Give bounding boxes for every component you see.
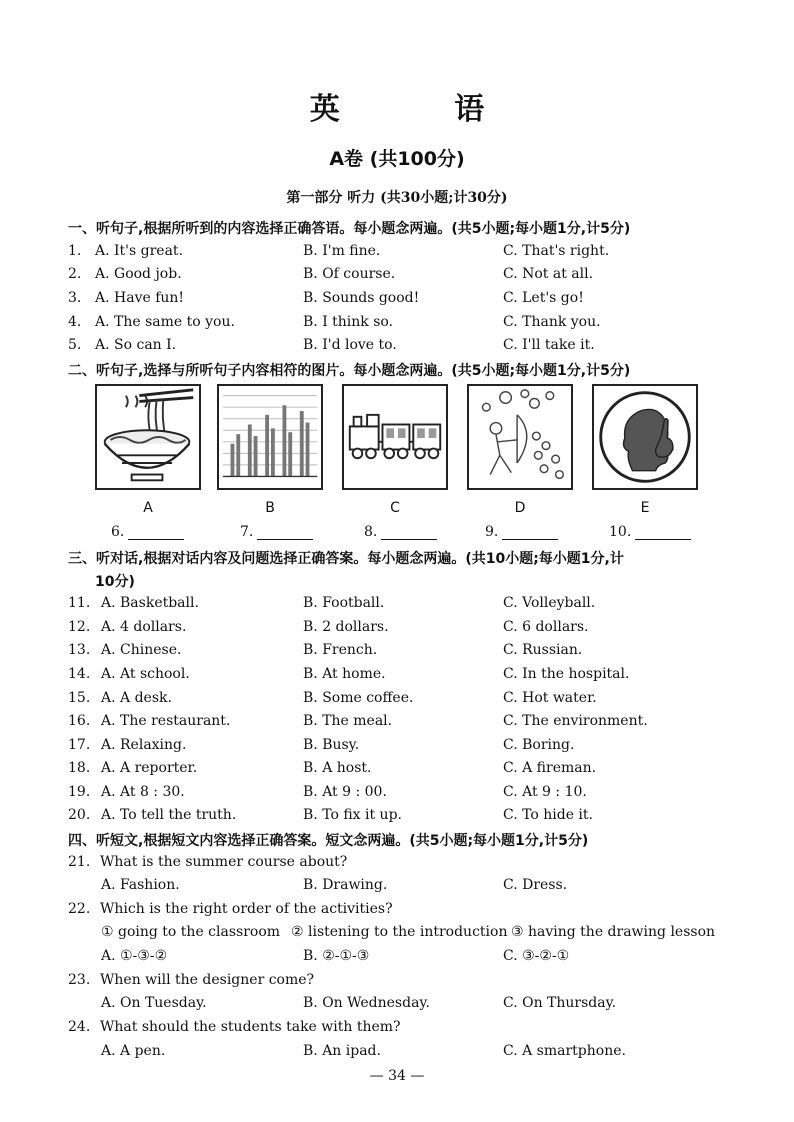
option-a: A. To tell the truth. bbox=[101, 807, 237, 823]
option-b: B. I think so. bbox=[303, 314, 394, 330]
option-a: A. 4 dollars. bbox=[101, 619, 187, 635]
option-a: A. Good job. bbox=[95, 266, 182, 282]
question-row bbox=[0, 642, 794, 664]
section-2-heading: 二、听句子,选择与所听句子内容相符的图片。每小题念两遍。(共5小题;每小题1分,计5分) bbox=[68, 363, 631, 379]
question-row bbox=[0, 807, 794, 829]
picture-label: D bbox=[514, 500, 526, 516]
option-b: B. At 9 : 00. bbox=[303, 784, 387, 800]
question-text: What should the students take with them? bbox=[100, 1019, 401, 1035]
activity-2: ② listening to the introduction bbox=[291, 924, 508, 940]
question-number: 16. bbox=[68, 713, 91, 729]
option-c: C. A smartphone. bbox=[503, 1043, 626, 1059]
option-c: C. That's right. bbox=[503, 243, 610, 259]
option-a: A. The same to you. bbox=[95, 314, 235, 330]
question-row bbox=[0, 737, 794, 759]
option-b: B. French. bbox=[303, 642, 378, 658]
question-stem bbox=[0, 901, 794, 923]
part-heading: 第一部分 听力 (共30小题;计30分) bbox=[286, 190, 508, 206]
option-b: B. An ipad. bbox=[303, 1043, 381, 1059]
question-number: 18. bbox=[68, 760, 91, 776]
question-row bbox=[0, 337, 794, 359]
question-row bbox=[0, 314, 794, 336]
question-row bbox=[0, 666, 794, 688]
question-number: 17. bbox=[68, 737, 91, 753]
option-a: A. Relaxing. bbox=[101, 737, 187, 753]
blank-line[interactable] bbox=[257, 525, 313, 540]
option-c: C. ③-②-① bbox=[503, 948, 570, 964]
option-a: A. Fashion. bbox=[101, 877, 180, 893]
question-row bbox=[0, 713, 794, 735]
option-c: C. On Thursday. bbox=[503, 995, 617, 1011]
answer-blank bbox=[485, 524, 558, 540]
paper-subtitle: A卷 (共100分) bbox=[329, 148, 465, 170]
archer-sketch-icon bbox=[467, 384, 573, 490]
option-a: A. A desk. bbox=[101, 690, 172, 706]
answer-blank bbox=[111, 524, 184, 540]
question-text: What is the summer course about? bbox=[100, 854, 348, 870]
option-c: C. A fireman. bbox=[503, 760, 597, 776]
option-c: C. Hot water. bbox=[503, 690, 597, 706]
question-number: 14. bbox=[68, 666, 91, 682]
question-stem bbox=[0, 854, 794, 876]
activity-list bbox=[0, 924, 794, 946]
option-a: A. Basketball. bbox=[101, 595, 199, 611]
question-number: 3. bbox=[68, 290, 82, 306]
blank-number: 7. bbox=[240, 524, 254, 540]
blank-number: 8. bbox=[364, 524, 378, 540]
question-number: 22. bbox=[68, 901, 91, 917]
question-number: 11. bbox=[68, 595, 91, 611]
option-c: C. I'll take it. bbox=[503, 337, 595, 353]
activity-1: ① going to the classroom bbox=[101, 924, 281, 940]
question-stem bbox=[0, 1019, 794, 1041]
option-b: B. Busy. bbox=[303, 737, 360, 753]
activity-3: ③ having the drawing lesson bbox=[511, 924, 716, 940]
option-a: A. ①-③-② bbox=[101, 948, 168, 964]
blank-line[interactable] bbox=[502, 525, 558, 540]
section-3-heading-cont: 10分) bbox=[95, 574, 135, 590]
question-row bbox=[0, 595, 794, 617]
section-4-heading: 四、听短文,根据短文内容选择正确答案。短文念两遍。(共5小题;每小题1分,计5分) bbox=[68, 833, 589, 849]
option-b: B. Some coffee. bbox=[303, 690, 414, 706]
option-c: C. Dress. bbox=[503, 877, 568, 893]
bar-graph-icon bbox=[217, 384, 323, 490]
question-row bbox=[0, 995, 794, 1017]
page-number: — 34 — bbox=[369, 1068, 425, 1084]
answer-blank bbox=[240, 524, 313, 540]
question-row bbox=[0, 619, 794, 641]
option-a: A. Chinese. bbox=[101, 642, 182, 658]
option-c: C. In the hospital. bbox=[503, 666, 630, 682]
noodle-bowl-icon bbox=[95, 384, 201, 490]
question-row bbox=[0, 760, 794, 782]
option-b: B. I'm fine. bbox=[303, 243, 381, 259]
option-a: A. A pen. bbox=[101, 1043, 166, 1059]
option-b: B. Sounds good! bbox=[303, 290, 420, 306]
option-c: C. Russian. bbox=[503, 642, 583, 658]
option-b: B. To fix it up. bbox=[303, 807, 402, 823]
question-number: 15. bbox=[68, 690, 91, 706]
option-a: A. Have fun! bbox=[95, 290, 185, 306]
blank-line[interactable] bbox=[635, 525, 691, 540]
option-a: A. At 8 : 30. bbox=[101, 784, 185, 800]
question-number: 1. bbox=[68, 243, 82, 259]
option-b: B. I'd love to. bbox=[303, 337, 397, 353]
silence-head-icon bbox=[592, 384, 698, 490]
option-c: C. The environment. bbox=[503, 713, 648, 729]
question-number: 21. bbox=[68, 854, 91, 870]
question-row bbox=[0, 784, 794, 806]
option-a: A. The restaurant. bbox=[101, 713, 231, 729]
blank-number: 10. bbox=[609, 524, 632, 540]
answer-blank bbox=[609, 524, 691, 540]
option-a: A. It's great. bbox=[95, 243, 184, 259]
option-c: C. Thank you. bbox=[503, 314, 601, 330]
option-a: A. So can I. bbox=[95, 337, 177, 353]
question-row bbox=[0, 877, 794, 899]
question-stem bbox=[0, 972, 794, 994]
question-number: 13. bbox=[68, 642, 91, 658]
question-number: 20. bbox=[68, 807, 91, 823]
picture-options bbox=[0, 384, 794, 494]
option-b: B. Football. bbox=[303, 595, 385, 611]
option-b: B. ②-①-③ bbox=[303, 948, 370, 964]
option-b: B. On Wednesday. bbox=[303, 995, 430, 1011]
question-row bbox=[0, 266, 794, 288]
question-number: 2. bbox=[68, 266, 82, 282]
option-b: B. The meal. bbox=[303, 713, 393, 729]
picture-label: C bbox=[390, 500, 400, 516]
section-1-heading: 一、听句子,根据所听到的内容选择正确答语。每小题念两遍。(共5小题;每小题1分,计5分) bbox=[68, 221, 631, 237]
option-c: C. Volleyball. bbox=[503, 595, 596, 611]
question-row bbox=[0, 243, 794, 265]
option-b: B. A host. bbox=[303, 760, 372, 776]
option-a: A. A reporter. bbox=[101, 760, 198, 776]
option-c: C. 6 dollars. bbox=[503, 619, 589, 635]
option-a: A. At school. bbox=[101, 666, 190, 682]
blank-number: 6. bbox=[111, 524, 125, 540]
option-b: B. At home. bbox=[303, 666, 386, 682]
page-title: 英 语 bbox=[309, 92, 537, 127]
picture-label: A bbox=[143, 500, 153, 516]
toy-train-icon bbox=[342, 384, 448, 490]
question-number: 4. bbox=[68, 314, 82, 330]
question-number: 19. bbox=[68, 784, 91, 800]
blank-line[interactable] bbox=[381, 525, 437, 540]
option-c: C. At 9 : 10. bbox=[503, 784, 587, 800]
question-row bbox=[0, 948, 794, 970]
option-b: B. Drawing. bbox=[303, 877, 388, 893]
picture-label: B bbox=[265, 500, 275, 516]
question-row bbox=[0, 1043, 794, 1065]
question-number: 5. bbox=[68, 337, 82, 353]
question-row bbox=[0, 290, 794, 312]
answer-blank bbox=[364, 524, 437, 540]
section-3-heading: 三、听对话,根据对话内容及问题选择正确答案。每小题念两遍。(共10小题;每小题1分,计 bbox=[68, 551, 624, 567]
option-b: B. 2 dollars. bbox=[303, 619, 389, 635]
picture-label: E bbox=[640, 500, 650, 516]
blank-number: 9. bbox=[485, 524, 499, 540]
option-c: C. Not at all. bbox=[503, 266, 594, 282]
blank-line[interactable] bbox=[128, 525, 184, 540]
question-number: 24. bbox=[68, 1019, 91, 1035]
option-c: C. Let's go! bbox=[503, 290, 584, 306]
question-text: Which is the right order of the activities? bbox=[100, 901, 393, 917]
option-a: A. On Tuesday. bbox=[101, 995, 207, 1011]
question-number: 23. bbox=[68, 972, 91, 988]
question-text: When will the designer come? bbox=[100, 972, 315, 988]
option-c: C. Boring. bbox=[503, 737, 575, 753]
option-b: B. Of course. bbox=[303, 266, 396, 282]
question-number: 12. bbox=[68, 619, 91, 635]
option-c: C. To hide it. bbox=[503, 807, 593, 823]
question-row bbox=[0, 690, 794, 712]
